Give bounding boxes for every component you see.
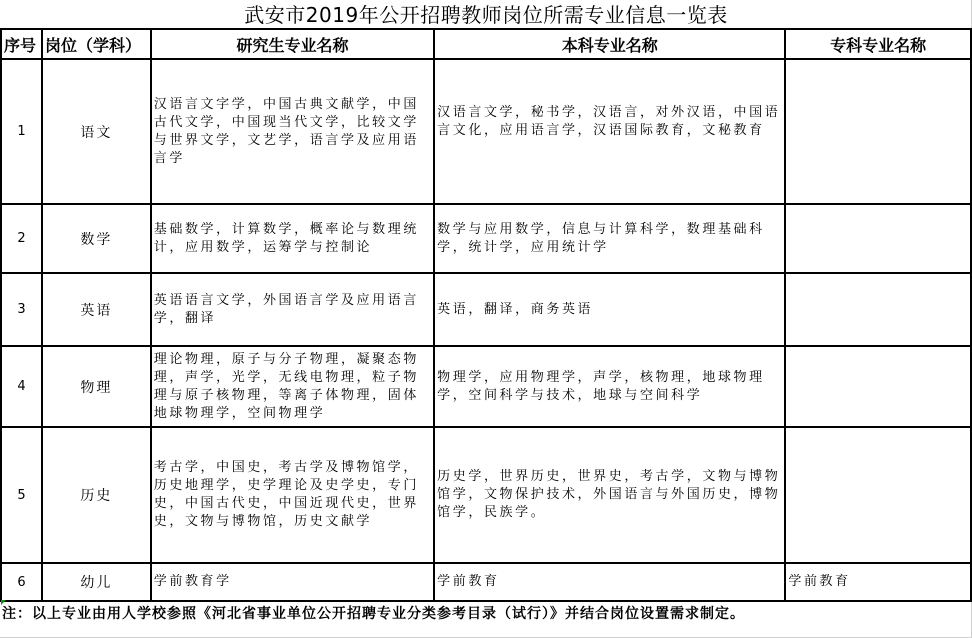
header-graduate: 研究生专业名称 [151, 29, 434, 59]
cell-graduate[interactable]: 英语语言文学，外国语言学及应用语言学，翻译 [151, 273, 434, 346]
header-subject: 岗位（学科） [42, 29, 151, 59]
cell-subject[interactable]: 幼儿 [42, 563, 151, 601]
cell-graduate[interactable]: 汉语言文字学，中国古典文献学，中国古代文学，中国现当代文学，比较文学与世界文学，文艺学，语言学及应用语言学 [151, 59, 434, 204]
table-row [1, 563, 971, 601]
cell-subject[interactable]: 英语 [42, 273, 151, 346]
header-college: 专科专业名称 [785, 29, 971, 59]
header-undergraduate: 本科专业名称 [434, 29, 785, 59]
cell-college[interactable] [785, 346, 971, 427]
cell-subject[interactable]: 历史 [42, 427, 151, 563]
cell-no[interactable]: 6 [1, 563, 42, 601]
cell-college[interactable] [785, 59, 971, 204]
cell-college[interactable] [785, 427, 971, 563]
cell-college[interactable] [785, 204, 971, 273]
footnote: 注：以上专业由用人学校参照《河北省事业单位公开招聘专业分类参考目录（试行）》并结合岗位设置需求制定。 [2, 606, 745, 622]
majors-table [0, 28, 972, 602]
cell-college[interactable]: 学前教育 [785, 563, 971, 601]
cell-no[interactable]: 4 [1, 346, 42, 427]
cell-no[interactable]: 2 [1, 204, 42, 273]
header-no: 序号 [1, 29, 42, 59]
header-row [1, 29, 971, 59]
cell-undergraduate[interactable]: 汉语言文学，秘书学，汉语言，对外汉语，中国语言文化，应用语言学，汉语国际教育，文秘教育 [434, 59, 785, 204]
cell-subject[interactable]: 语文 [42, 59, 151, 204]
table-row [1, 346, 971, 427]
cell-graduate[interactable]: 理论物理，原子与分子物理，凝聚态物理，声学，光学，无线电物理，粒子物理与原子核物理，等离子体物理，固体地球物理学，空间物理学 [151, 346, 434, 427]
cell-undergraduate[interactable]: 英语，翻译，商务英语 [434, 273, 785, 346]
cell-graduate[interactable]: 学前教育学 [151, 563, 434, 601]
cell-undergraduate[interactable]: 历史学，世界历史，世界史，考古学，文物与博物馆学，文物保护技术，外国语言与外国历史，博物馆学，民族学。 [434, 427, 785, 563]
cell-no[interactable]: 3 [1, 273, 42, 346]
sheet-title: 武安市2019年公开招聘教师岗位所需专业信息一览表 [244, 3, 728, 27]
cell-subject[interactable]: 物理 [42, 346, 151, 427]
table-row [1, 59, 971, 204]
cell-no[interactable]: 1 [1, 59, 42, 204]
table-row [1, 273, 971, 346]
cell-college[interactable] [785, 273, 971, 346]
cell-undergraduate[interactable]: 物理学，应用物理学，声学，核物理，地球物理学，空间科学与技术，地球与空间科学 [434, 346, 785, 427]
cell-graduate[interactable]: 考古学，中国史，考古学及博物馆学，历史地理学，史学理论及史学史，专门史，中国古代史，中国近现代史，世界史，文物与博物馆，历史文献学 [151, 427, 434, 563]
cell-no[interactable]: 5 [1, 427, 42, 563]
table-row [1, 204, 971, 273]
table-row [1, 427, 971, 563]
cell-undergraduate[interactable]: 数学与应用数学，信息与计算科学，数理基础科学，统计学，应用统计学 [434, 204, 785, 273]
cell-subject[interactable]: 数学 [42, 204, 151, 273]
cell-graduate[interactable]: 基础数学，计算数学，概率论与数理统计，应用数学，运筹学与控制论 [151, 204, 434, 273]
cell-undergraduate[interactable]: 学前教育 [434, 563, 785, 601]
